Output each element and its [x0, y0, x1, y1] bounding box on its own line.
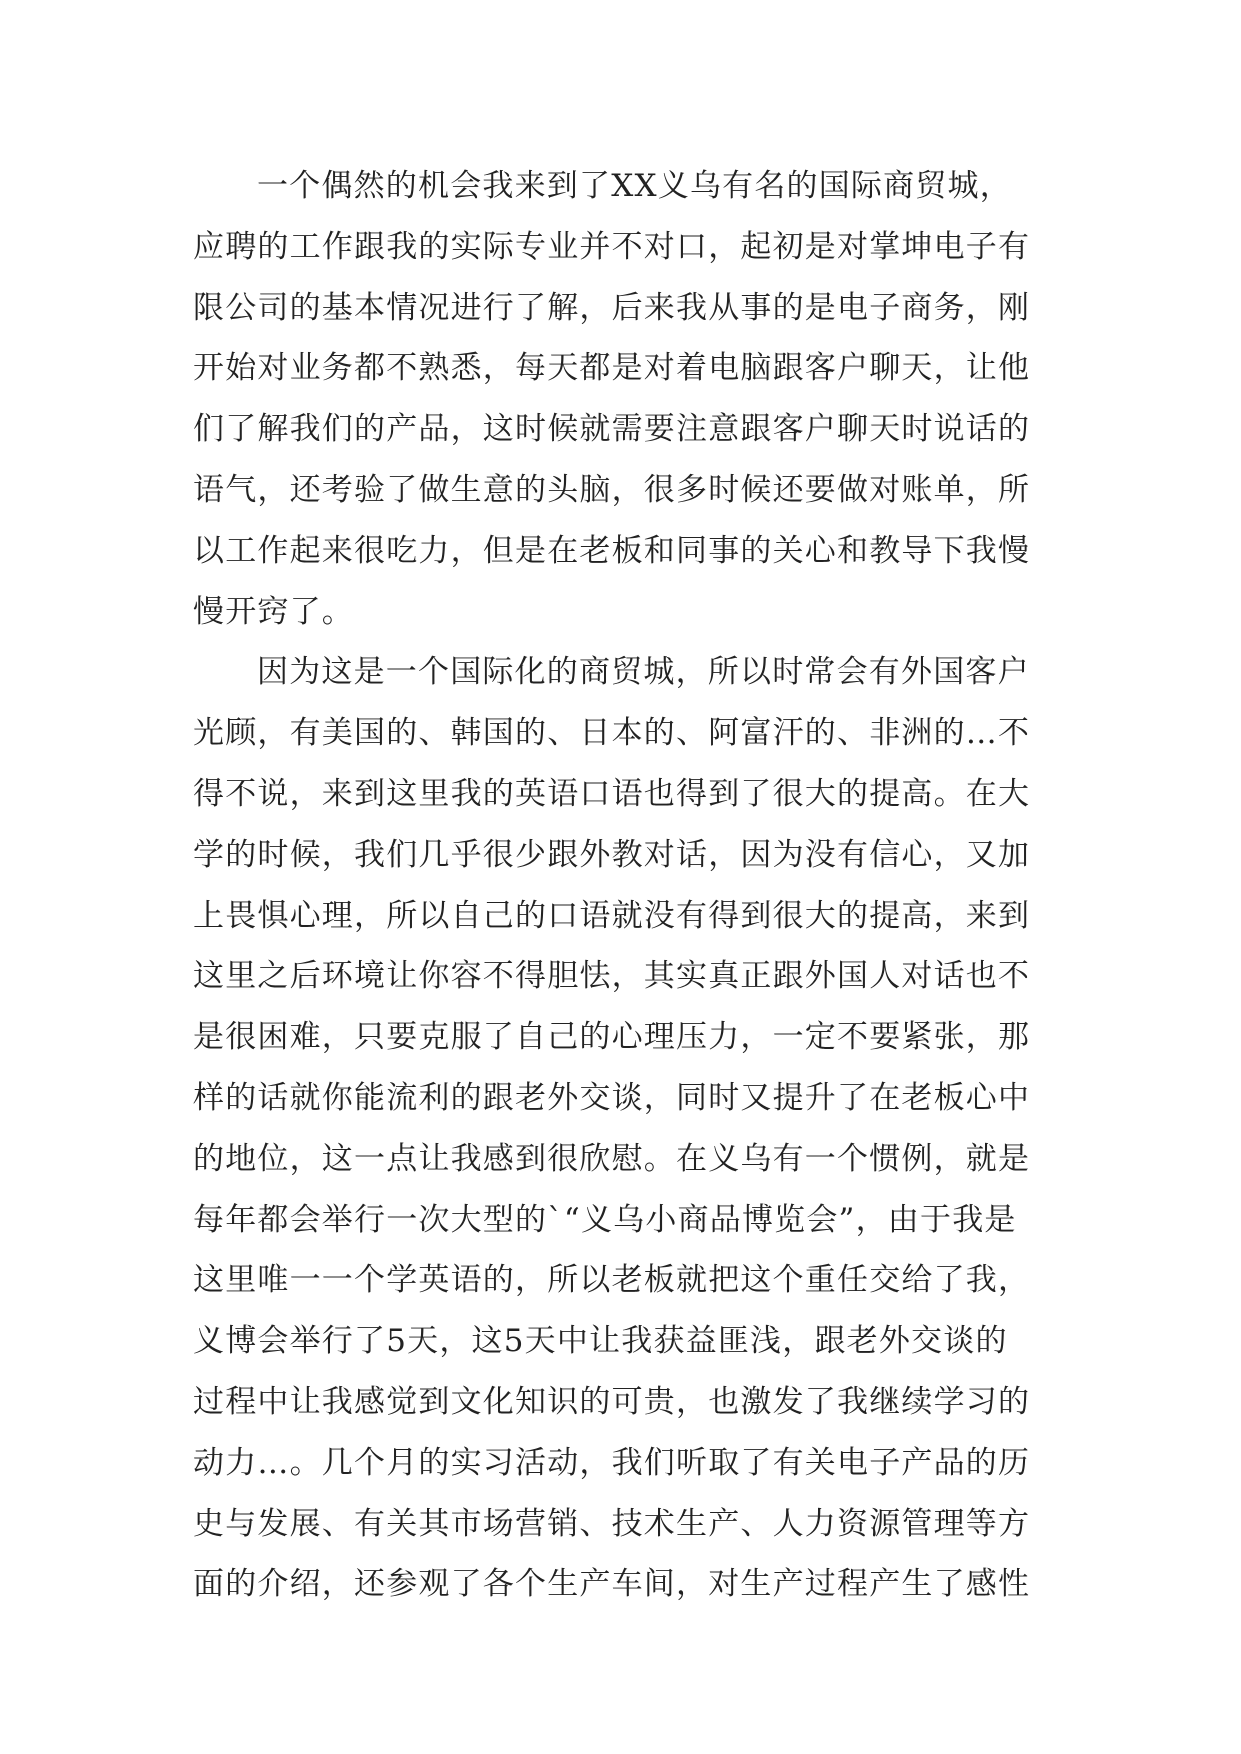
- text-line: 史与发展、有关其市场营销、技术生产、人力资源管理等方: [193, 1505, 1031, 1542]
- text-line: 义博会举行了5天，这5天中让我获益匪浅，跟老外交谈的: [193, 1323, 1008, 1360]
- paragraph-2: [193, 642, 1053, 1615]
- text-line: 们了解我们的产品，这时候就需要注意跟客户聊天时说话的: [193, 411, 1031, 448]
- text-line: 的地位，这一点让我感到很欣慰。在义乌有一个惯例，就是: [193, 1140, 1031, 1177]
- text-line: 这里之后环境让你容不得胆怯，其实真正跟外国人对话也不: [193, 958, 1031, 995]
- text-line: 是很困难，只要克服了自己的心理压力，一定不要紧张，那: [193, 1019, 1031, 1056]
- paragraph-1: [193, 156, 1053, 642]
- text-line: 每年都会举行一次大型的`“义乌小商品博览会”，由于我是: [193, 1201, 1017, 1238]
- text-line: 得不说，来到这里我的英语口语也得到了很大的提高。在大: [193, 775, 1031, 812]
- text-line: 因为这是一个国际化的商贸城，所以时常会有外国客户: [257, 654, 1030, 691]
- text-line: 慢开窍了。: [193, 593, 354, 630]
- text-line: 以工作起来很吃力，但是在老板和同事的关心和教导下我慢: [193, 532, 1031, 569]
- text-line: 应聘的工作跟我的实际专业并不对口，起初是对掌坤电子有: [193, 228, 1031, 265]
- text-line: 一个偶然的机会我来到了XX义乌有名的国际商贸城，: [257, 168, 1012, 204]
- text-line: 面的介绍，还参观了各个生产车间，对生产过程产生了感性: [193, 1566, 1031, 1603]
- document-body: [193, 156, 1053, 1615]
- text-line: 开始对业务都不熟悉，每天都是对着电脑跟客户聊天，让他: [193, 350, 1031, 387]
- text-line: 过程中让我感觉到文化知识的可贵，也激发了我继续学习的: [193, 1383, 1031, 1420]
- text-line: 上畏惧心理，所以自己的口语就没有得到很大的提高，来到: [193, 897, 1031, 934]
- text-line: 光顾，有美国的、韩国的、日本的、阿富汗的、非洲的…不: [193, 715, 1031, 752]
- text-line: 学的时候，我们几乎很少跟外教对话，因为没有信心，又加: [193, 836, 1031, 873]
- text-line: 语气，还考验了做生意的头脑，很多时候还要做对账单，所: [193, 471, 1031, 508]
- text-line: 动力…。几个月的实习活动，我们听取了有关电子产品的历: [193, 1444, 1031, 1481]
- text-line: 限公司的基本情况进行了解，后来我从事的是电子商务，刚: [193, 289, 1031, 326]
- text-line: 这里唯一一个学英语的，所以老板就把这个重任交给了我，: [193, 1262, 1031, 1299]
- text-line: 样的话就你能流利的跟老外交谈，同时又提升了在老板心中: [193, 1079, 1031, 1116]
